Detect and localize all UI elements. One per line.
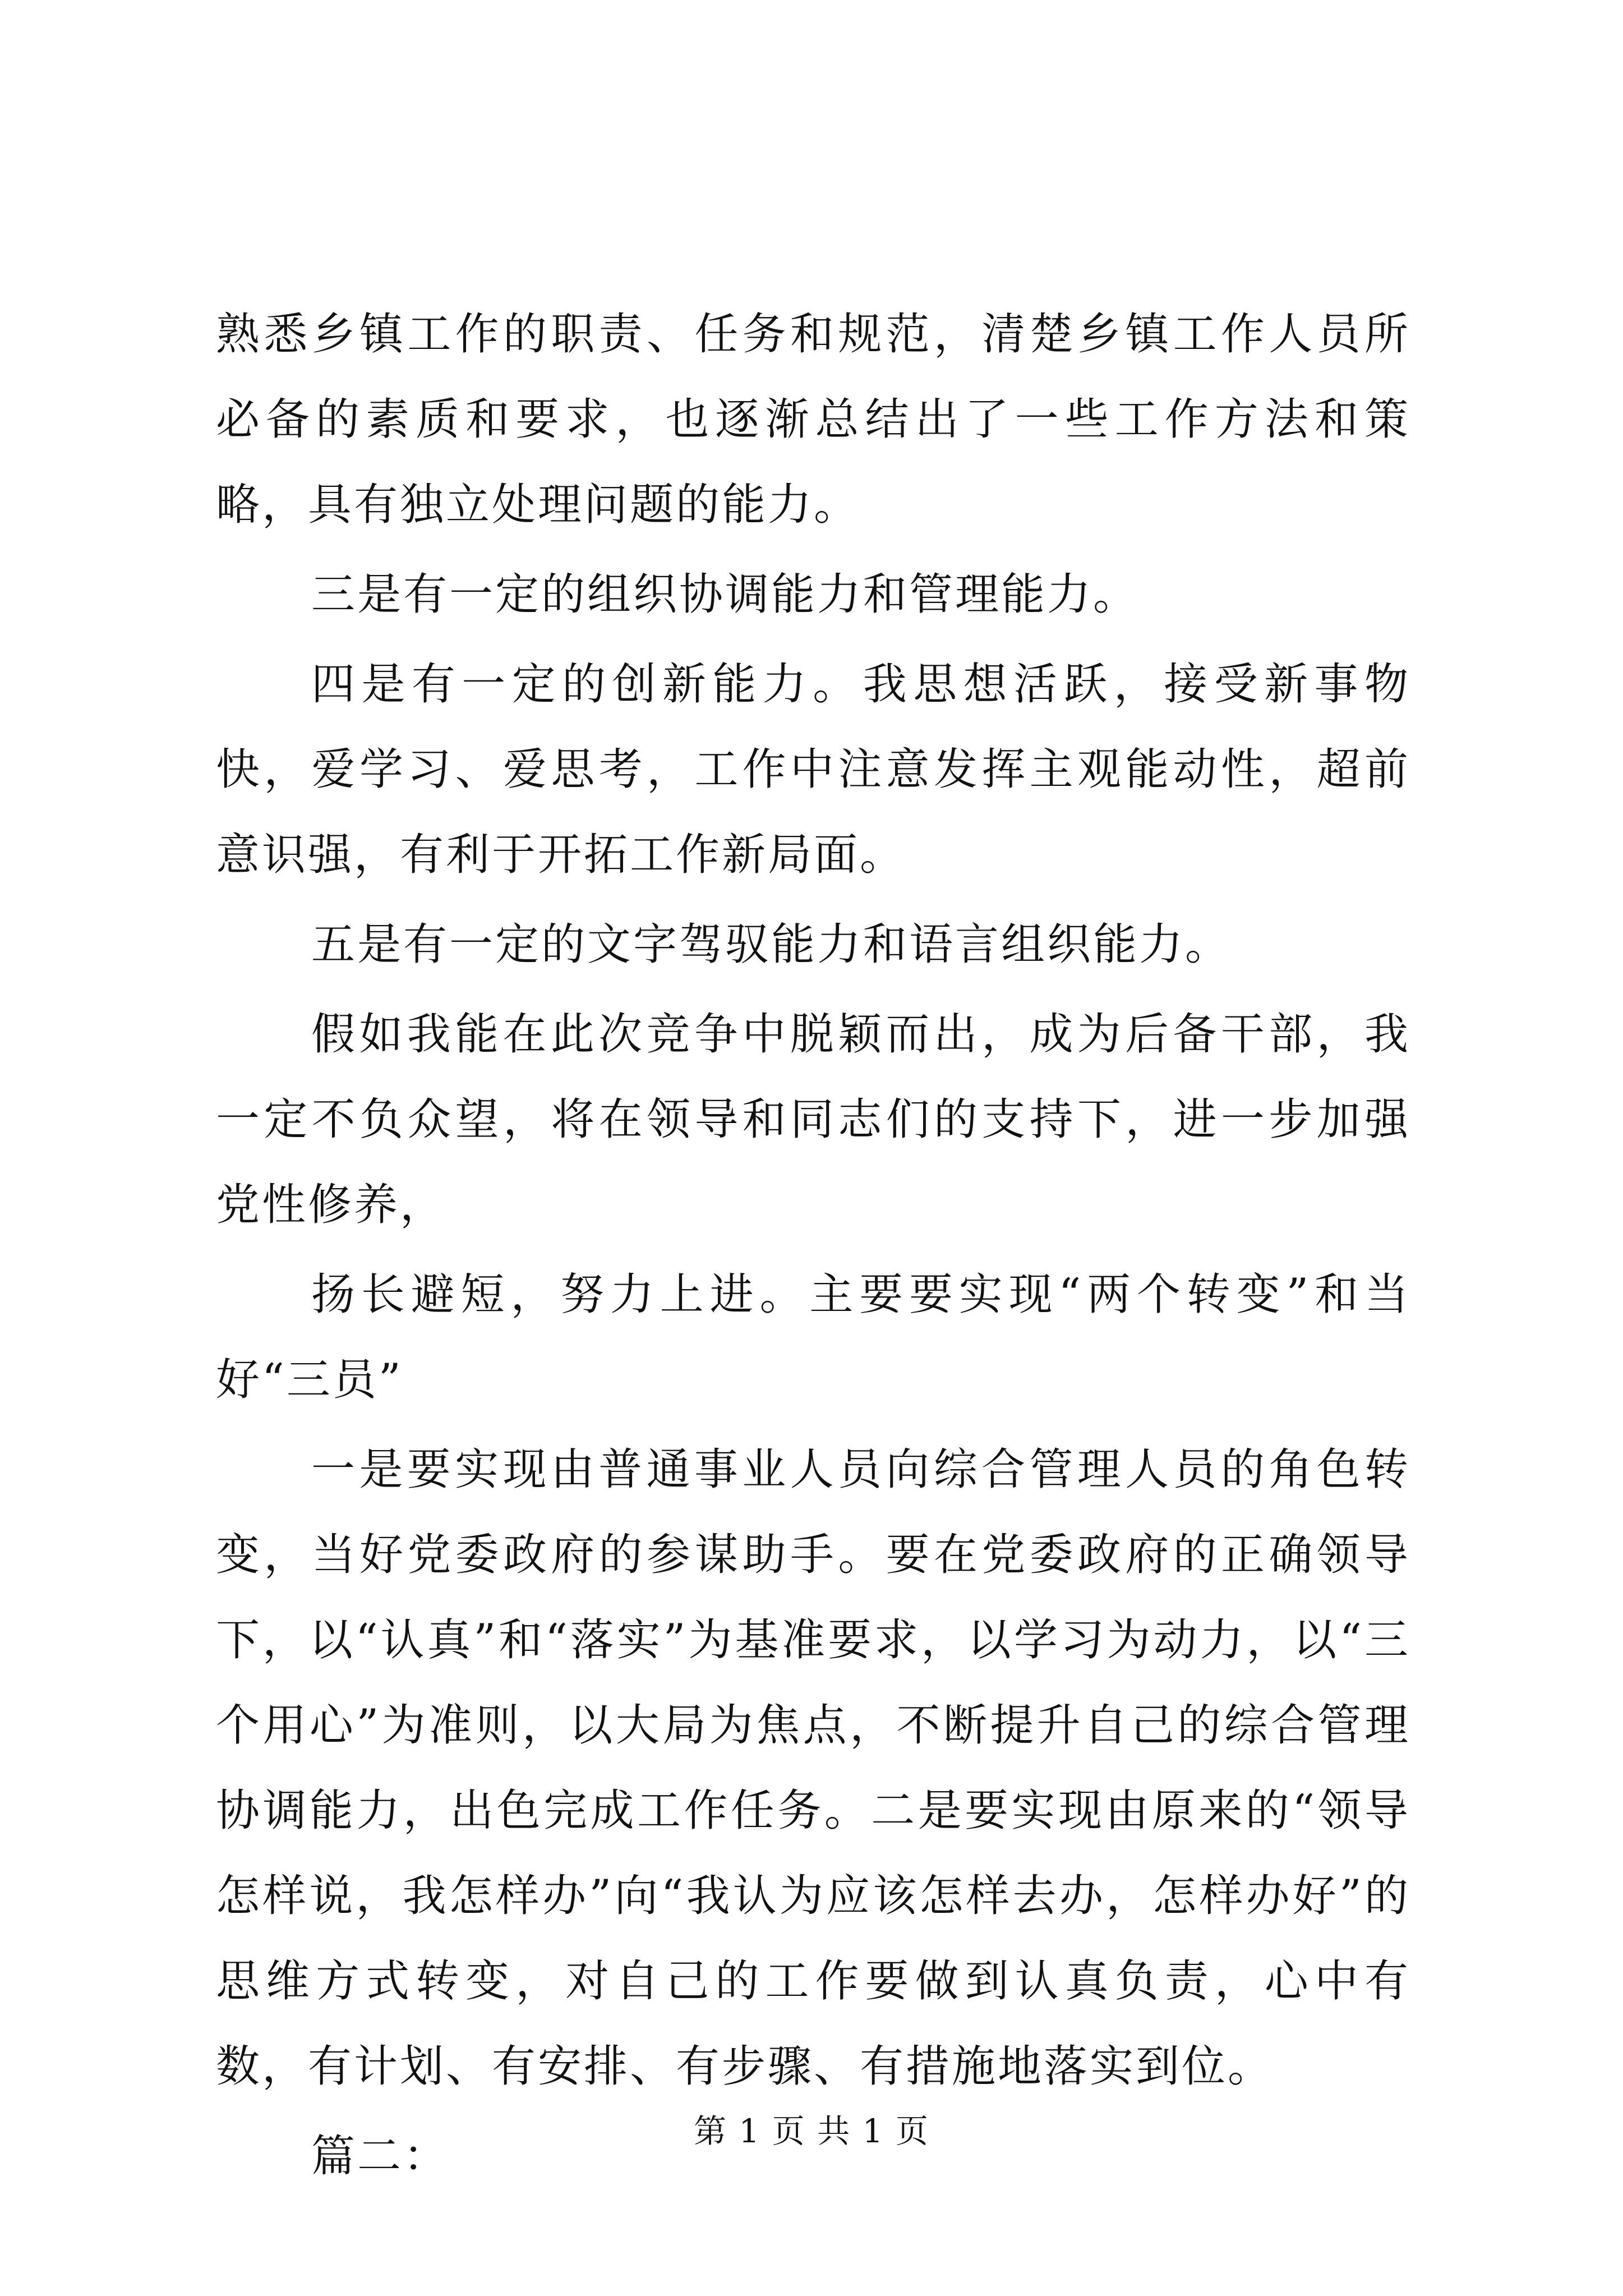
paragraph-6: 扬长避短，努力上进。主要要实现“两个转变”和当好“三员”	[216, 1269, 1410, 1405]
paragraph-3: 四是有一定的创新能力。我思想活跃，接受新事物快，爱学习、爱思考，工作中注意发挥主观能动性，超前意识强，有利于开拓工作新局面。	[216, 659, 1410, 880]
document-body	[216, 292, 1410, 2203]
paragraph-8: 篇二：	[311, 2131, 450, 2182]
paragraph-1: 熟悉乡镇工作的职责、任务和规范，清楚乡镇工作人员所必备的素质和要求，也逐渐总结出了一些工作方法和策略，具有独立处理问题的能力。	[216, 309, 1410, 530]
paragraph-5: 假如我能在此次竞争中脱颖而出，成为后备干部，我一定不负众望，将在领导和同志们的支持下，进一步加强党性修养，	[216, 1009, 1410, 1230]
page-footer: 第 1 页 共 1 页	[694, 2112, 929, 2150]
paragraph-4: 五是有一定的文字驾驭能力和语言组织能力。	[311, 919, 1232, 970]
paragraph-7: 一是要实现由普通事业人员向综合管理人员的角色转变，当好党委政府的参谋助手。要在党委政府的正确领导下，以“认真”和“落实”为基准要求，以学习为动力，以“三个用心”为准则，以大局为焦点，不断提升自己的综合管理协调能力，出色完成工作任务。二是要实现由原来的“领导怎样说，我怎样办”向“我认为应该怎样去办，怎样办好”的思维方式转变，对自己的工作要做到认真负责，心中有数，有计划、有安排、有步骤、有措施地落实到位。	[216, 1444, 1410, 2092]
paragraph-2: 三是有一定的组织协调能力和管理能力。	[311, 569, 1140, 620]
